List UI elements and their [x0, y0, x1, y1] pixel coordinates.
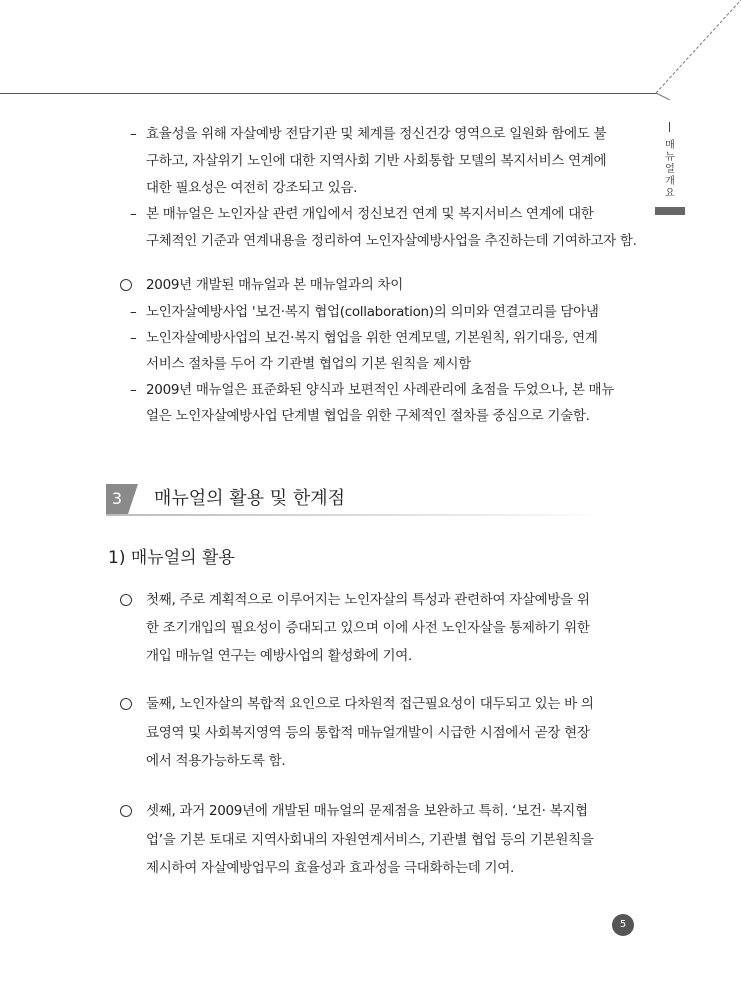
subsection-title: 1) 매뉴얼의 활용 [108, 548, 235, 568]
text-line: 셋째, 과거 2009년에 개발된 매뉴얼의 문제점을 보완하고 특히. ‘보건· 복지협 [146, 803, 588, 819]
text-heading: 2009년 개발된 매뉴얼과 본 매뉴얼과의 차이 [146, 277, 403, 293]
text-line: 둘째, 노인자살의 복합적 요인으로 다차원적 접근필요성이 대두되고 있는 바 의 [146, 696, 594, 712]
text-line: 제시하여 자살예방업무의 효율성과 효과성을 극대화하는데 기여. [146, 860, 514, 876]
dash-marker: – [130, 304, 137, 320]
circle-bullet-icon [120, 698, 132, 710]
side-tab-bar [655, 207, 685, 215]
page-corner-decoration [640, 0, 741, 100]
text-line: 본 매뉴얼은 노인자살 관련 개입에서 정신보건 연계 및 복지서비스 연계에 대한 [146, 206, 594, 222]
side-tab-label: 매뉴얼 개요 [665, 140, 675, 199]
text-line: 구체적인 기준과 연계내용을 정리하여 노인자살예방사업을 추진하는데 기여하고자 함. [146, 233, 637, 249]
dash-marker: – [130, 126, 137, 142]
section-number: 3 [106, 484, 128, 514]
section-title: 매뉴얼의 활용 및 한계점 [154, 488, 346, 509]
text-line: 료영역 및 사회복지영역 등의 통합적 매뉴얼개발이 시급한 시점에서 곧장 현장 [146, 725, 590, 741]
section-number-notch [128, 484, 138, 514]
dash-marker: – [130, 330, 137, 346]
text-line: 첫째, 주로 계획적으로 이루어지는 노인자살의 특성과 관련하여 자살예방을 위 [146, 592, 590, 608]
page-number: 5 [612, 914, 634, 936]
text-line: 대한 필요성은 여전히 강조되고 있음. [146, 180, 358, 196]
text-line: 개입 매뉴얼 연구는 예방사업의 활성화에 기여. [146, 648, 413, 664]
side-tab-dash [669, 122, 670, 132]
text-line: 서비스 절차를 두어 각 기관별 협업의 기본 원칙을 제시함 [146, 356, 471, 372]
text-line: 2009년 매뉴얼은 표준화된 양식과 보편적인 사례관리에 초점을 두었으나, 본 매뉴 [146, 382, 615, 398]
circle-bullet-icon [120, 594, 132, 606]
text-line: 구하고, 자살위기 노인에 대한 지역사회 기반 사회통합 모델의 복지서비스 연계에 [146, 153, 607, 169]
section-underline [106, 514, 606, 516]
text-line: 한 조기개입의 필요성이 증대되고 있으며 이에 사전 노인자살을 통제하기 위한 [146, 620, 590, 636]
header-rule [0, 93, 656, 94]
text-line: 에서 적용가능하도록 함. [146, 753, 286, 769]
circle-bullet-icon [120, 279, 132, 291]
text-line: 효율성을 위해 자살예방 전담기관 및 체계를 정신건강 영역으로 일원화 함에도 불 [146, 126, 607, 142]
dash-marker: – [130, 382, 137, 398]
circle-bullet-icon [120, 805, 132, 817]
text-line: 업’을 기본 토대로 지역사회내의 자원연계서비스, 기관별 협업 등의 기본원칙을 [146, 832, 594, 848]
text-line: 얼은 노인자살예방사업 단계별 협업을 위한 구체적인 절차를 중심으로 기술함. [146, 408, 590, 424]
text-line: 노인자살예방사업의 보건·복지 협업을 위한 연계모델, 기본원칙, 위기대응, 연계 [146, 330, 598, 346]
dash-marker: – [130, 206, 137, 222]
text-line: 노인자살예방사업 '보건·복지 협업(collaboration)의 의미와 연결고리를 담아냄 [146, 304, 599, 320]
